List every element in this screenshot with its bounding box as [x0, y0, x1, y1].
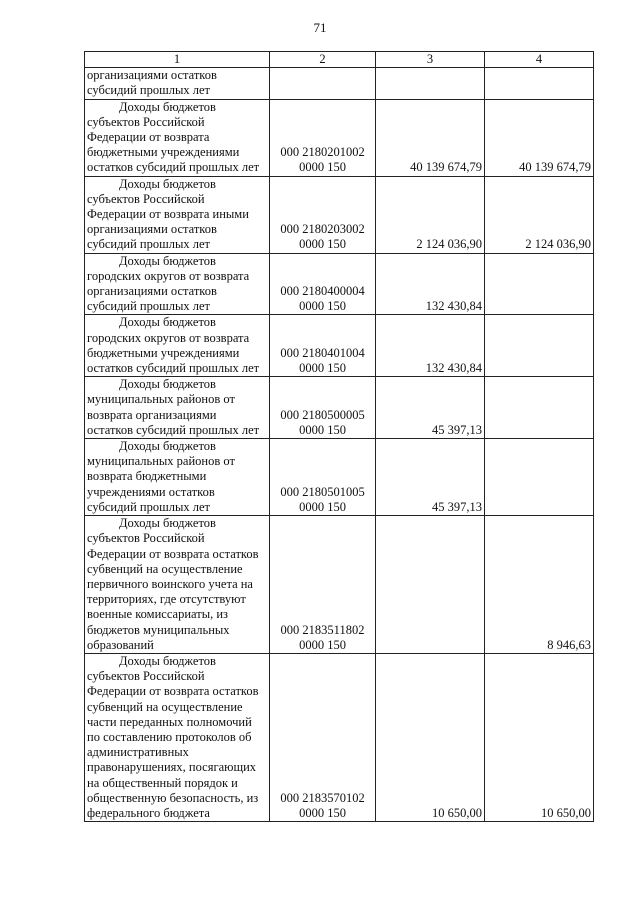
description-line: остатков субсидий прошлых лет — [87, 422, 260, 437]
description-line: субвенций на осуществление — [87, 561, 243, 576]
description-line: организациями остатков — [87, 68, 217, 83]
revenue-description-cell — [85, 176, 270, 253]
description-line: федерального бюджета — [87, 805, 210, 820]
table-row — [85, 253, 594, 315]
description-line: Федерации от возврата иными — [87, 207, 249, 222]
budget-code-line: 0000 150 — [299, 805, 346, 820]
revenue-description-cell — [85, 516, 270, 654]
table-row — [85, 315, 594, 377]
amount-col4-cell — [485, 377, 594, 439]
revenue-description-cell — [85, 99, 270, 176]
description-line: Доходы бюджетов — [119, 653, 216, 668]
description-line: Доходы бюджетов — [119, 176, 216, 191]
revenue-description-cell — [85, 68, 270, 99]
budget-code-cell — [270, 315, 376, 377]
amount-col4-cell — [485, 68, 594, 99]
description-line: территориях, где отсутствуют — [87, 592, 246, 607]
amount-col3-cell: 40 139 674,79 — [376, 99, 485, 176]
description-line: субъектов Российской — [87, 669, 205, 684]
description-line: правонарушениях, посягающих — [87, 760, 257, 775]
budget-code-cell — [270, 99, 376, 176]
description-line: субъектов Российской — [87, 114, 205, 129]
amount-col4-cell — [485, 253, 594, 315]
table-header-row — [85, 52, 594, 68]
column-header-3: 3 — [376, 52, 485, 68]
amount-col4-cell: 2 124 036,90 — [485, 176, 594, 253]
description-line: субсидий прошлых лет — [87, 299, 211, 314]
revenue-description-cell — [85, 253, 270, 315]
budget-code-cell — [270, 68, 376, 99]
description-line: субвенций на осуществление — [87, 699, 243, 714]
description-line: городских округов от возврата — [87, 268, 250, 283]
description-line: бюджетными учреждениями — [87, 145, 240, 160]
description-line: остатков субсидий прошлых лет — [87, 160, 260, 175]
table-row — [85, 653, 594, 821]
description-line: образований — [87, 637, 154, 652]
table-row — [85, 99, 594, 176]
description-line: организациями остатков — [87, 222, 217, 237]
budget-code-line: 0000 150 — [299, 637, 346, 652]
page-number: 71 — [313, 20, 327, 35]
budget-code-line: 000 2180201002 — [280, 145, 365, 160]
column-header-2: 2 — [270, 52, 376, 68]
description-line: остатков субсидий прошлых лет — [87, 361, 260, 376]
description-line: бюджетов муниципальных — [87, 622, 230, 637]
revenue-description-cell — [85, 315, 270, 377]
description-line: возврата организациями — [87, 407, 217, 422]
table-row — [85, 439, 594, 516]
amount-col3-cell: 45 397,13 — [376, 377, 485, 439]
description-line: Федерации от возврата — [87, 130, 210, 145]
budget-code-line: 000 2183570102 — [280, 790, 365, 805]
table-row — [85, 377, 594, 439]
budget-code-line: 000 2180401004 — [280, 345, 365, 360]
description-line: муниципальных районов от — [87, 392, 235, 407]
description-line: части переданных полномочий — [87, 714, 252, 729]
amount-col3-cell: 45 397,13 — [376, 439, 485, 516]
budget-code-line: 0000 150 — [299, 361, 346, 376]
description-line: первичного воинского учета на — [87, 576, 253, 591]
description-line: Федерации от возврата остатков — [87, 546, 259, 561]
budget-code-line: 0000 150 — [299, 237, 346, 252]
revenue-description-cell — [85, 377, 270, 439]
revenue-description-cell — [85, 439, 270, 516]
description-line: по составлению протоколов об — [87, 729, 252, 744]
budget-code-line: 0000 150 — [299, 299, 346, 314]
amount-col4-cell: 8 946,63 — [485, 516, 594, 654]
budget-code-line: 000 2180400004 — [280, 284, 365, 299]
description-line: субсидий прошлых лет — [87, 499, 211, 514]
revenue-description-cell — [85, 653, 270, 821]
description-line: бюджетными учреждениями — [87, 345, 240, 360]
description-line: Федерации от возврата остатков — [87, 684, 259, 699]
description-line: Доходы бюджетов — [119, 377, 216, 392]
amount-col3-cell — [376, 516, 485, 654]
description-line: административных — [87, 745, 189, 760]
budget-code-line: 0000 150 — [299, 422, 346, 437]
amount-col3-cell: 2 124 036,90 — [376, 176, 485, 253]
amount-col3-cell: 10 650,00 — [376, 653, 485, 821]
description-line: субъектов Российской — [87, 191, 205, 206]
budget-code-cell — [270, 439, 376, 516]
amount-col4-cell — [485, 315, 594, 377]
budget-code-cell — [270, 653, 376, 821]
table-row — [85, 68, 594, 99]
description-line: на общественный порядок и — [87, 775, 238, 790]
description-line: субсидий прошлых лет — [87, 83, 211, 98]
description-line: военные комиссариаты, из — [87, 607, 228, 622]
budget-code-line: 0000 150 — [299, 499, 346, 514]
amount-col3-cell: 132 430,84 — [376, 315, 485, 377]
budget-code-cell — [270, 516, 376, 654]
amount-col4-cell: 10 650,00 — [485, 653, 594, 821]
budget-code-cell — [270, 253, 376, 315]
description-line: субъектов Российской — [87, 531, 205, 546]
table-body — [85, 68, 594, 822]
description-line: Доходы бюджетов — [119, 439, 216, 454]
amount-col4-cell — [485, 439, 594, 516]
budget-code-line: 000 2183511802 — [280, 622, 365, 637]
description-line: Доходы бюджетов — [119, 253, 216, 268]
description-line: возврата бюджетными — [87, 469, 207, 484]
description-line: Доходы бюджетов — [119, 516, 216, 531]
description-line: субсидий прошлых лет — [87, 237, 211, 252]
description-line: организациями остатков — [87, 284, 217, 299]
budget-code-line: 000 2180501005 — [280, 484, 365, 499]
table-row — [85, 516, 594, 654]
budget-code-line: 000 2180500005 — [280, 407, 365, 422]
amount-col4-cell: 40 139 674,79 — [485, 99, 594, 176]
table-row — [85, 176, 594, 253]
column-header-4: 4 — [485, 52, 594, 68]
budget-code-cell — [270, 176, 376, 253]
description-line: Доходы бюджетов — [119, 315, 216, 330]
budget-code-line: 000 2180203002 — [280, 222, 365, 237]
description-line: учреждениями остатков — [87, 484, 215, 499]
description-line: Доходы бюджетов — [119, 99, 216, 114]
amount-col3-cell: 132 430,84 — [376, 253, 485, 315]
description-line: общественную безопасность, из — [87, 790, 259, 805]
description-line: муниципальных районов от — [87, 454, 235, 469]
budget-code-line: 0000 150 — [299, 160, 346, 175]
description-line: городских округов от возврата — [87, 330, 250, 345]
amount-col3-cell — [376, 68, 485, 99]
column-header-1: 1 — [85, 52, 270, 68]
budget-code-cell — [270, 377, 376, 439]
budget-revenue-table — [84, 51, 594, 822]
